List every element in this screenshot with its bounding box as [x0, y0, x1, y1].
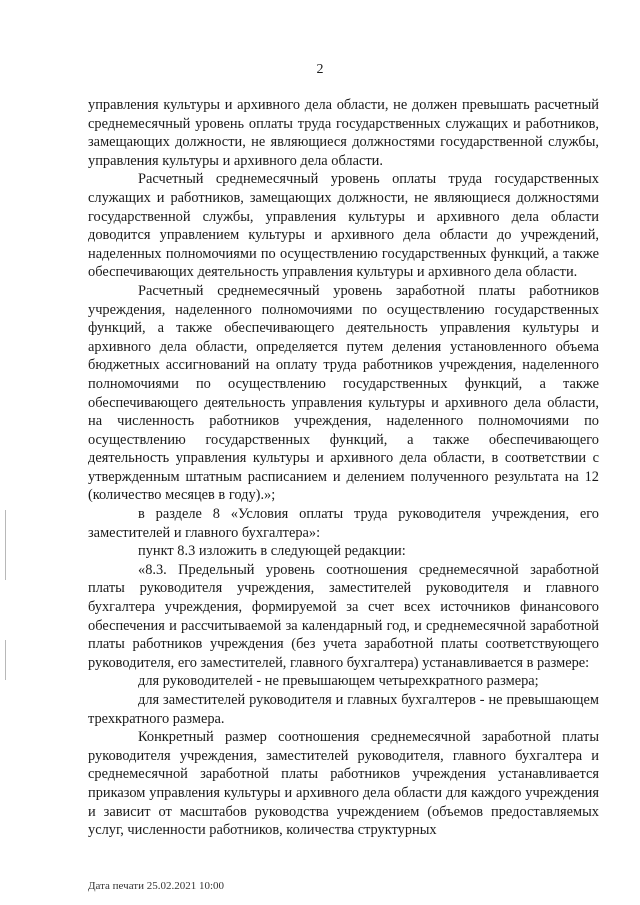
paragraph-3: Расчетный среднемесячный уровень заработной платы работников учреждения, наделенного полномочиями по осуществлению государственных функций, а также обеспечивающего деятельность управления культуры и архивного дела области, определяется путем деления установленного объема бюджетных ассигнований на оплату труда работников учреждения, наделенного полномочиями по осуществлению государственных функций, а также обеспечивающего деятельность управления культуры и архивного дела области, на численность работников учреждения, наделенного полномочиями по осуществлению государственных функций, а также обеспечивающего деятельность управления культуры и архивного дела области, в соответствии с утвержденным штатным расписанием и делением полученного результата на 12 (количество месяцев в году).»;	[88, 282, 599, 504]
document-body	[88, 96, 599, 840]
paragraph-2: Расчетный среднемесячный уровень оплаты труда государственных служащих и работников, замещающих должности, не являющиеся должностями государственной службы, управления культуры и архивного дела области доводится управлением культуры и архивного дела области до учреждений, наделенных полномочиями по осуществлению государственных функций, а также обеспечивающих деятельность управления культуры и архивного дела области.	[88, 171, 599, 281]
print-date-footer: Дата печати 25.02.2021 10:00	[88, 880, 225, 892]
margin-mark-top	[5, 510, 6, 580]
paragraph-7: для руководителей - не превышающем четырехкратного размера;	[138, 673, 539, 690]
paragraph-9: Конкретный размер соотношения среднемесячной заработной платы руководителя учреждения, заместителей руководителя, главного бухгалтера и среднемесячной заработной платы работников учреждения устанавливается приказом управления культуры и архивного дела области для каждого учреждения и зависит от масштабов руководства учреждением (объемов предоставляемых услуг, численности работников, количества структурных	[88, 729, 599, 839]
margin-mark-bottom	[5, 640, 6, 680]
page-number: 2	[316, 62, 324, 77]
paragraph-5: пункт 8.3 изложить в следующей редакции:	[138, 543, 406, 560]
paragraph-6: «8.3. Предельный уровень соотношения среднемесячной заработной платы руководителя учреждения, заместителей руководителя и главного бухгалтера учреждения, формируемой за счет всех источников финансового обеспечения и рассчитываемой за календарный год, и среднемесячной заработной платы работников учреждения (без учета заработной платы соответствующего руководителя, его заместителей, главного бухгалтера) устанавливается в размере:	[88, 561, 599, 671]
paragraph-4: в разделе 8 «Условия оплаты труда руководителя учреждения, его заместителей и главного бухгалтера»:	[88, 506, 599, 541]
paragraph-8: для заместителей руководителя и главных бухгалтеров - не превышающем трехкратного размера.	[88, 692, 599, 727]
paragraph-1: управления культуры и архивного дела области, не должен превышать расчетный среднемесячный уровень оплаты труда государственных служащих и работников, замещающих должности, не являющиеся должностями государственной службы, управления культуры и архивного дела области.	[88, 97, 599, 169]
